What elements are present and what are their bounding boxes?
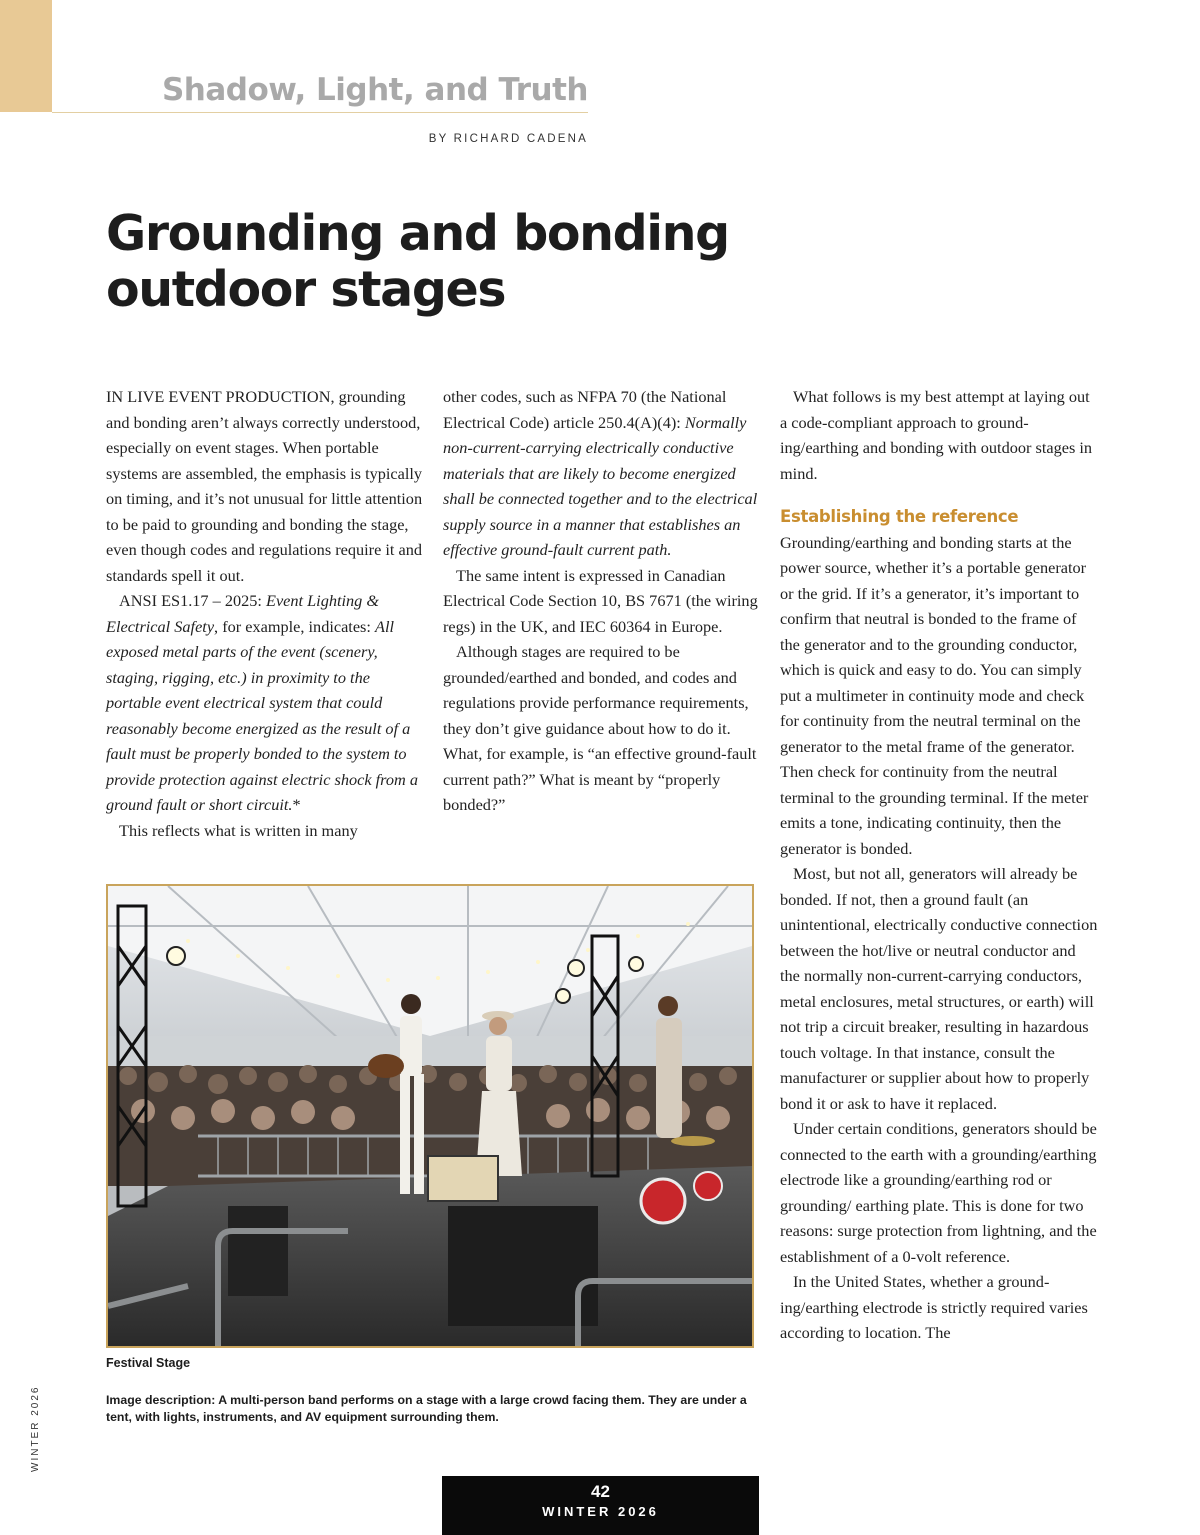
paragraph: This reflects what is written in many [119,820,358,840]
standard-title: Event Lighting & Electrical Safety [106,591,380,636]
paragraph: Most, but not all, generators will already be bonded. If not, then a ground fault (an unintentional, electrically conductive connection between the hot/live or neutral conductor and the normally non-current-carrying conductors, metal enclosures, metal structures, or earth) will not trip a circuit breaker, resulting in hazardous touch voltage. In that instance, consult the manufacturer or supplier about how to properly bond it or ask to have it replaced. [780,864,1098,1113]
image-description-label: Image description: [106,1393,216,1407]
header-accent-bar [0,0,52,112]
paragraph: Grounding/earthing and bonding starts at the power source, whether it’s a portable generator or the grid. If it’s a generator, it’s important to confirm that neutral is bonded to the frame of the generator and to the grounding conductor, which is quick and easy to do. You can simply put a multimeter in continuity mode and check for continuity from the neutral terminal on the generator to the metal frame of the generator. Then check for continuity from the neutral terminal to the grounding terminal. If the meter emits a tone, indicating continuity, then the generator is bonded. [780,532,1089,858]
byline: BY RICHARD CADENA [428,133,588,145]
standard-quote: All exposed metal parts of the event (scenery, staging, rigging, etc.) in proximity to the portable event electrical system that could reasonably become energized as the result of a fault must be properly bonded to the system to provide protection against electric shock from a ground fault or short circuit. [106,616,418,814]
paragraph: What follows is my best attempt at laying out a code-compliant approach to grounding/earthing and bonding with outdoor stages in mind. [780,387,1093,483]
text-span: other codes, such as NFPA 70 (the National Electrical Code) article 250.4(A)(4): [443,387,727,432]
paragraph: In the United States, whether a grounding/earthing electrode is strictly required varies according to location. The [780,1272,1088,1342]
side-issue-label: WINTER 2026 [30,1385,41,1472]
article-column-3 [780,384,1098,1346]
paragraph: The same intent is expressed in Canadian Electrical Code Section 10, BS 7671 (the wiring regs) in the UK, and IEC 60364 in Europe. [443,565,758,636]
article-column-1 [106,384,424,843]
festival-stage-illustration [108,886,752,1346]
section-subheading: Establishing the reference [780,507,1019,526]
article-headline [106,206,1006,318]
paragraph: Although stages are required to be grounded/earthed and bonded, and codes and regulations provide performance requirements, they don’t give guidance about how to do it. What, for example, is “an effective ground-fault current path?” What is meant by “properly bonded?” [443,642,757,814]
image-description-text: A multi-person band performs on a stage with a large crowd facing them. They are under a tent, with lights, instruments, and AV equipment surrounding them. [106,1393,747,1424]
article-column-2 [443,384,759,818]
photo-caption-title: Festival Stage [106,1356,191,1370]
paragraph [443,384,759,563]
column-title: Shadow, Light, and Truth [161,72,588,108]
text-span: ANSI ES1.17 – 2025: [119,591,266,610]
paragraph: Under certain conditions, generators should be connected to the earth with a grounding/earthing electrode like a grounding/earthing rod or grounding/ earthing plate. This is done for two reasons: surge protection from lightning, and the establishment of a 0-volt reference. [780,1119,1097,1266]
paragraph: IN LIVE EVENT PRODUCTION, grounding and bonding aren’t always correctly understood, especially on event stages. When portable systems are assembled, the emphasis is typically on timing, and it’s not unusual for little attention to be paid to grounding and bonding the stage, even though codes and regulations require it and standards spell it out. [106,387,423,585]
image-description [106,1392,766,1426]
paragraph [106,588,424,818]
footer-issue: WINTER 2026 [542,1504,659,1519]
footnote-marker: * [292,795,301,814]
headline-line-2: outdoor stages [106,261,506,318]
code-quote: Normally non-current-carrying electrically conductive materials that are likely to become energized shall be connected together and to the electrical supply source in a manner that establishes an effective ground-fault current path. [443,412,758,559]
headline-line-1: Grounding and bonding [106,205,729,262]
festival-stage-photo [106,884,754,1348]
page-number: 42 [591,1482,610,1501]
header-rule [52,112,588,113]
page-footer [442,1476,759,1535]
text-span: , for example, indicates: [214,616,375,636]
